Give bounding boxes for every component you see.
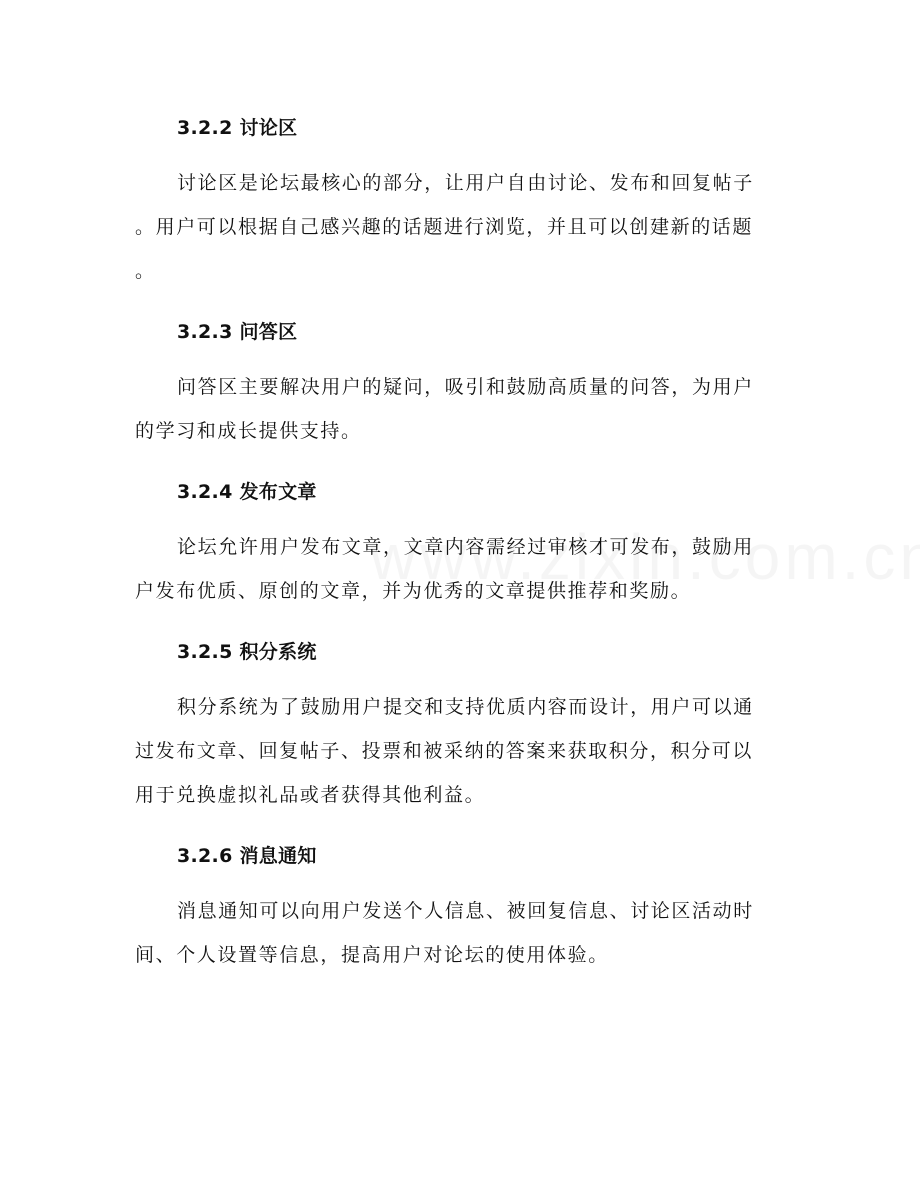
paragraph-line: 的学习和成长提供支持。 xyxy=(135,420,362,442)
section-paragraph xyxy=(135,889,775,977)
paragraph-line: 用于兑换虚拟礼品或者获得其他利益。 xyxy=(135,784,486,806)
section-publish-article xyxy=(135,468,775,613)
section-notifications xyxy=(135,832,775,977)
section-discussion xyxy=(135,104,775,293)
paragraph-line: 论坛允许用户发布文章，文章内容需经过审核才可发布，鼓励用 xyxy=(177,536,754,558)
section-paragraph xyxy=(135,161,775,293)
section-paragraph xyxy=(135,685,775,817)
paragraph-line: 消息通知可以向用户发送个人信息、被回复信息、讨论区活动时 xyxy=(177,900,754,922)
section-heading: 3.2.5 积分系统 xyxy=(177,641,317,663)
section-heading: 3.2.3 问答区 xyxy=(177,321,298,343)
section-paragraph xyxy=(135,525,775,613)
paragraph-line: 。用户可以根据自己感兴趣的话题进行浏览，并且可以创建新的话题 xyxy=(135,216,754,238)
section-heading: 3.2.6 消息通知 xyxy=(177,845,317,867)
section-points-system xyxy=(135,628,775,817)
paragraph-line: 。 xyxy=(135,260,156,282)
section-paragraph xyxy=(135,365,775,453)
document-content xyxy=(135,104,775,992)
paragraph-line: 讨论区是论坛最核心的部分，让用户自由讨论、发布和回复帖子 xyxy=(177,172,754,194)
paragraph-line: 积分系统为了鼓励用户提交和支持优质内容而设计，用户可以通 xyxy=(177,696,754,718)
section-heading: 3.2.4 发布文章 xyxy=(177,481,317,503)
paragraph-line: 过发布文章、回复帖子、投票和被采纳的答案来获取积分，积分可以 xyxy=(135,740,754,762)
section-heading: 3.2.2 讨论区 xyxy=(177,117,298,139)
section-qa xyxy=(135,308,775,453)
paragraph-line: 问答区主要解决用户的疑问，吸引和鼓励高质量的问答，为用户 xyxy=(177,376,754,398)
paragraph-line: 间、个人设置等信息，提高用户对论坛的使用体验。 xyxy=(135,944,609,966)
paragraph-line: 户发布优质、原创的文章，并为优秀的文章提供推荐和奖励。 xyxy=(135,580,692,602)
